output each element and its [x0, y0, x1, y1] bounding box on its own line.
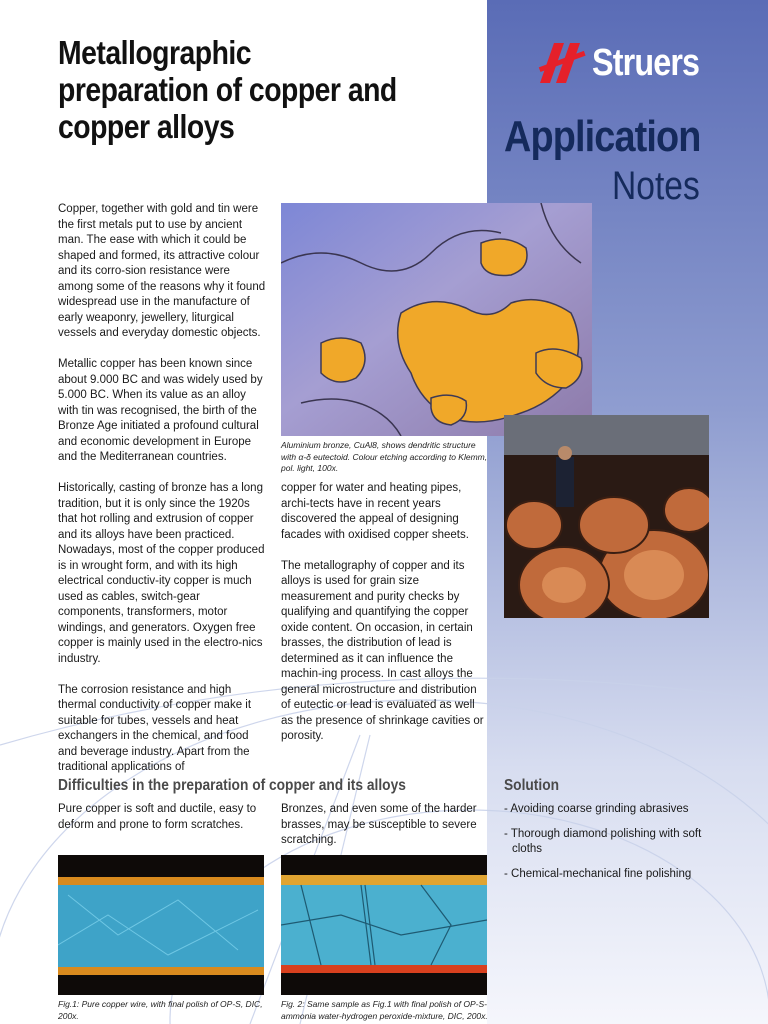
micrograph-caption: Aluminium bronze, CuAl8, shows dendritic structure with α-δ eutectoid. Colour etching according to Klemm, pol. light, 100x. [281, 440, 488, 473]
notes-heading: Notes [612, 164, 700, 208]
copper-wire-micrograph-fig1 [58, 855, 264, 995]
fig1-caption: Fig.1: Pure copper wire, with final polish of OP-S, DIC, 200x. [58, 999, 263, 1021]
copper-wire-micrograph-fig2 [281, 855, 487, 995]
paragraph: copper for water and heating pipes, archi-tects have in recent years discovered the appeal of designing facades with oxidised copper sheets. [281, 482, 469, 541]
struers-logo [538, 38, 718, 88]
paragraph: Copper, together with gold and tin were the first metals put to use by ancient man. The ease with which it could be shaped and formed, its attractive colour and its corro-sion resistance were among some of the reasons why it found widespread use in the manufacture of early weaponry, jewellery, liturgical vessels and everyday domestic objects. [58, 203, 266, 339]
application-heading: Application [504, 112, 701, 161]
body-column-2 [281, 481, 487, 760]
aluminium-bronze-micrograph [281, 203, 592, 436]
solution-heading: Solution [504, 777, 560, 794]
paragraph: The metallography of copper and its alloys is used for grain size measurement and purity checks by qualifying and quantifying the copper oxide content. On occasion, in certain brasses, the distribution of lead is determined as it can influence the machin-ing process. In cast alloys the general microstructure and distribution of eutectic or lead is evaluated as well as the presence of shrinkage cavities or porosity. [281, 559, 484, 742]
solution-list [504, 802, 704, 891]
solution-item: - Chemical-mechanical fine polishing [504, 867, 692, 880]
fig2-caption: Fig. 2: Same sample as Fig.1 with final polish of OP-S-ammonia water-hydrogen peroxide-mixture, DIC, 200x. [281, 999, 488, 1021]
body-column-1 [58, 202, 266, 791]
paragraph: Metallic copper has been known since about 9.000 BC and was widely used by 5.000 BC. When its value as an alloy with tin was recognised, the birth of the Bronze Age initiated a profound cultural and economic development in Europe and the Mediterranean countries. [58, 358, 263, 463]
difficulty-text-2: Bronzes, and even some of the harder brasses, may be susceptible to severe scratching. [281, 803, 477, 846]
difficulty-text-1: Pure copper is soft and ductile, easy to deform and prone to form scratches. [58, 803, 257, 831]
copper-cable-spools-photo [504, 415, 709, 618]
page-title: Metallographic preparation of copper and copper alloys [58, 34, 397, 145]
paragraph: Historically, casting of bronze has a long tradition, but it is only since the 1920s that hot rolling and extrusion of copper and its alloys have been practiced. Nowadays, most of the copper produced is in wrought form, and with its high electrical conductiv-ity copper is much used as cables, switch-gear components, transformers, motor windings, and generators. Oxygen free copper is mainly used in the electro-nics industry. [58, 482, 265, 665]
struers-slash-icon [538, 39, 586, 87]
difficulties-heading: Difficulties in the preparation of copper and its alloys [58, 777, 406, 794]
paragraph: The corrosion resistance and high thermal conductivity of copper make it suitable for tubes, vessels and heat exchangers in the chemical, and food and beverage industry. Apart from the traditional applications of [58, 683, 252, 773]
logo-text: Struers [592, 41, 700, 84]
solution-item: - Thorough diamond polishing with soft cloths [504, 827, 702, 855]
solution-item: - Avoiding coarse grinding abrasives [504, 803, 689, 815]
